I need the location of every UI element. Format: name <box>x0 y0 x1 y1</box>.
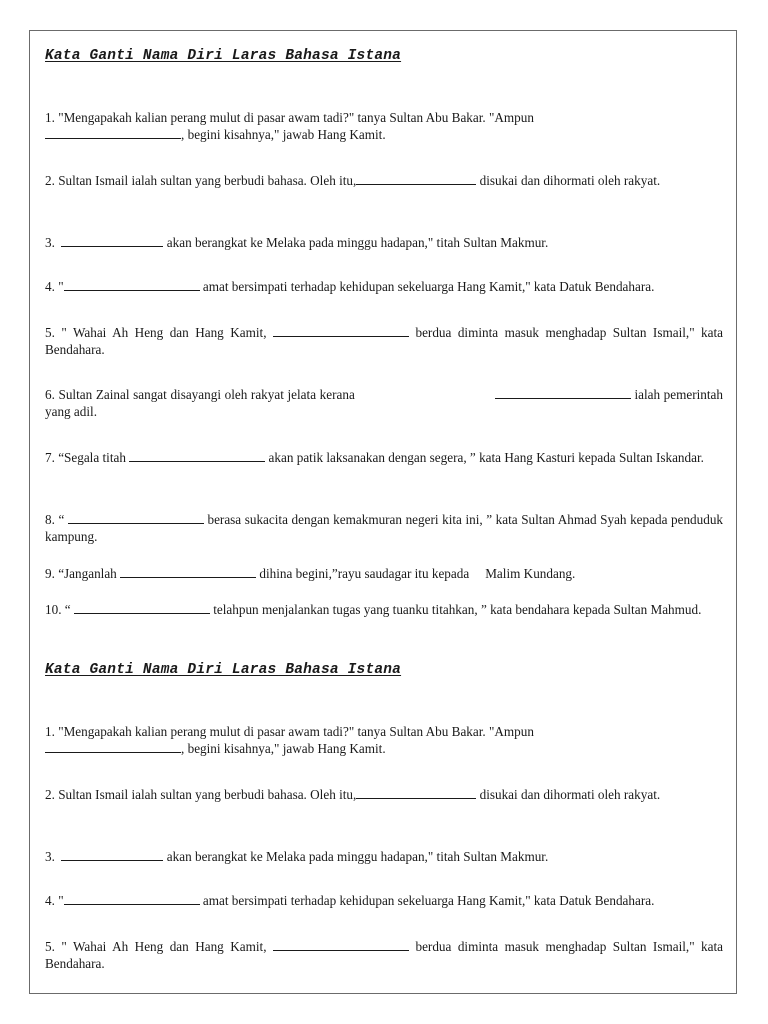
question-2 <box>45 786 723 803</box>
question-4 <box>45 892 723 909</box>
question-text: akan patik laksanakan dengan segera, ” kata Hang Kasturi kepada Sultan Iskandar. <box>268 450 704 465</box>
question-text: berdua diminta masuk menghadap Sultan Ismail," kata Bendahara. <box>45 939 724 971</box>
question-text: akan berangkat ke Melaka pada minggu hadapan," titah Sultan Makmur. <box>166 235 549 250</box>
question-text: berdua diminta masuk menghadap Sultan Ismail," kata Bendahara. <box>45 325 724 357</box>
answer-blank[interactable] <box>64 892 200 905</box>
question-text: Malim Kundang. <box>485 566 576 581</box>
worksheet-section-1 <box>45 48 724 617</box>
question-2 <box>45 172 723 189</box>
question-4 <box>45 278 723 295</box>
answer-blank[interactable] <box>45 126 181 139</box>
question-text: 1. "Mengapakah kalian perang mulut di pasar awam tadi?" tanya Sultan Abu Bakar. "Ampun <box>45 724 534 739</box>
question-text: amat bersimpati terhadap kehidupan sekeluarga Hang Kamit," kata Datuk Bendahara. <box>202 893 655 908</box>
worksheet-title: Kata Ganti Nama Diri Laras Bahasa Istana <box>45 48 402 64</box>
question-5 <box>45 938 723 972</box>
question-text: 9. “Janganlah <box>45 566 117 581</box>
question-text: 5. " Wahai Ah Heng dan Hang Kamit, <box>45 325 267 340</box>
worksheet-title: Kata Ganti Nama Diri Laras Bahasa Istana <box>45 662 402 678</box>
question-text: akan berangkat ke Melaka pada minggu hadapan," titah Sultan Makmur. <box>166 849 549 864</box>
question-text: 2. Sultan Ismail ialah sultan yang berbudi bahasa. Oleh itu, <box>45 173 357 188</box>
question-text: 3. <box>45 849 55 864</box>
answer-blank[interactable] <box>61 234 163 247</box>
question-text: 8. “ <box>45 512 65 527</box>
question-text: 7. “Segala titah <box>45 450 126 465</box>
answer-blank[interactable] <box>273 938 409 951</box>
question-text: 1. "Mengapakah kalian perang mulut di pasar awam tadi?" tanya Sultan Abu Bakar. "Ampun <box>45 110 534 125</box>
question-text: 4. " <box>45 279 64 294</box>
question-text: , begini kisahnya," jawab Hang Kamit. <box>181 741 386 756</box>
answer-blank[interactable] <box>273 324 409 337</box>
answer-blank[interactable] <box>74 601 210 614</box>
worksheet-page <box>29 30 737 994</box>
question-text: disukai dan dihormati oleh rakyat. <box>479 787 661 802</box>
question-1 <box>45 109 723 143</box>
question-text: 2. Sultan Ismail ialah sultan yang berbudi bahasa. Oleh itu, <box>45 787 357 802</box>
question-text: dihina begini,”rayu saudagar itu kepada <box>259 566 470 581</box>
question-text: 5. " Wahai Ah Heng dan Hang Kamit, <box>45 939 267 954</box>
question-8 <box>45 511 723 545</box>
question-7 <box>45 449 723 466</box>
question-3 <box>45 234 723 251</box>
answer-blank[interactable] <box>45 740 181 753</box>
question-text: 6. Sultan Zainal sangat disayangi oleh rakyat jelata kerana <box>45 387 355 402</box>
answer-blank[interactable] <box>64 278 200 291</box>
question-6 <box>45 386 723 420</box>
question-text: disukai dan dihormati oleh rakyat. <box>479 173 661 188</box>
question-text: telahpun menjalankan tugas yang tuanku titahkan, ” kata bendahara kepada Sultan Mahmud. <box>213 602 702 617</box>
question-5 <box>45 324 723 358</box>
question-10 <box>45 601 723 618</box>
answer-blank[interactable] <box>495 386 631 399</box>
question-text: 3. <box>45 235 55 250</box>
answer-blank[interactable] <box>129 449 265 462</box>
question-text: amat bersimpati terhadap kehidupan sekeluarga Hang Kamit," kata Datuk Bendahara. <box>202 279 655 294</box>
question-9 <box>45 565 723 582</box>
answer-blank[interactable] <box>68 511 204 524</box>
worksheet-section-2 <box>45 662 724 971</box>
answer-blank[interactable] <box>356 172 476 185</box>
question-text: berasa sukacita dengan kemakmuran negeri kita ini, ” kata Sultan Ahmad Syah kepada penduduk kampung. <box>45 512 724 544</box>
answer-blank[interactable] <box>61 848 163 861</box>
question-text: 4. " <box>45 893 64 908</box>
answer-blank[interactable] <box>356 786 476 799</box>
question-1 <box>45 723 723 757</box>
question-text: ialah pemerintah yang adil. <box>45 387 724 419</box>
question-3 <box>45 848 723 865</box>
question-text: 10. “ <box>45 602 71 617</box>
answer-blank[interactable] <box>120 565 256 578</box>
question-text: , begini kisahnya," jawab Hang Kamit. <box>181 127 386 142</box>
